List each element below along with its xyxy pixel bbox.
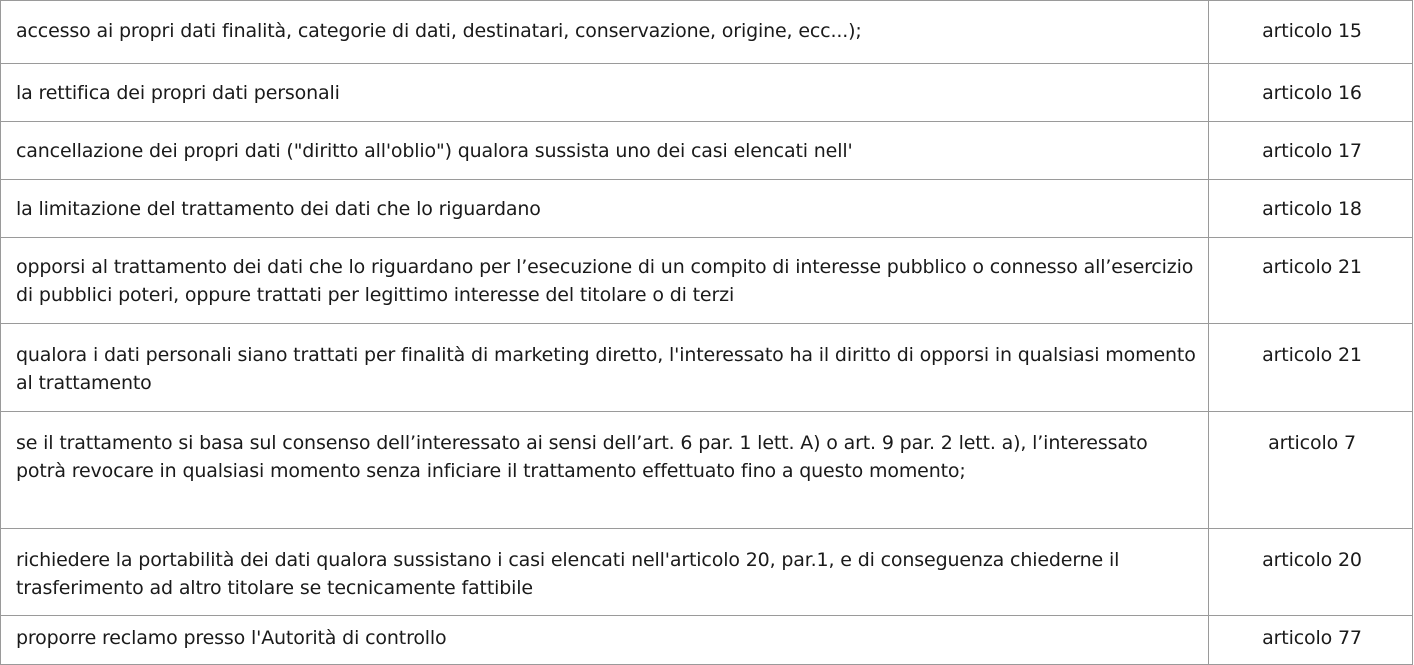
- right-description: qualora i dati personali siano trattati per finalità di marketing diretto, l'interessato ha il diritto di opporsi in qualsiasi momento al trattamento: [1, 324, 1209, 412]
- table-row: [1, 324, 1413, 412]
- right-description: opporsi al trattamento dei dati che lo riguardano per l’esecuzione di un compito di interesse pubblico o connesso all’esercizio di pubblici poteri, oppure trattati per legittimo interesse del titolare o di terzi: [1, 238, 1209, 324]
- article-reference: articolo 7: [1209, 412, 1413, 529]
- article-reference: articolo 15: [1209, 1, 1413, 64]
- article-reference: articolo 21: [1209, 324, 1413, 412]
- rights-table-body: [1, 1, 1413, 665]
- table-row: [1, 412, 1413, 529]
- article-reference: articolo 20: [1209, 529, 1413, 616]
- table-row: [1, 180, 1413, 238]
- right-description: la rettifica dei propri dati personali: [1, 64, 1209, 122]
- right-description: accesso ai propri dati finalità, categorie di dati, destinatari, conservazione, origine, ecc...);: [1, 1, 1209, 64]
- right-description: la limitazione del trattamento dei dati che lo riguardano: [1, 180, 1209, 238]
- article-reference: articolo 18: [1209, 180, 1413, 238]
- article-reference: articolo 77: [1209, 616, 1413, 665]
- article-reference: articolo 21: [1209, 238, 1413, 324]
- right-description: se il trattamento si basa sul consenso dell’interessato ai sensi dell’art. 6 par. 1 lett. A) o art. 9 par. 2 lett. a), l’interessato potrà revocare in qualsiasi momento senza inficiare il trattamento effettuato fino a questo momento;: [1, 412, 1209, 529]
- table-row: [1, 529, 1413, 616]
- table-row: [1, 64, 1413, 122]
- table-row: [1, 238, 1413, 324]
- table-row: [1, 1, 1413, 64]
- right-description: cancellazione dei propri dati ("diritto all'oblio") qualora sussista uno dei casi elencati nell': [1, 122, 1209, 180]
- right-description: proporre reclamo presso l'Autorità di controllo: [1, 616, 1209, 665]
- right-description: richiedere la portabilità dei dati qualora sussistano i casi elencati nell'articolo 20, par.1, e di conseguenza chiederne il trasferimento ad altro titolare se tecnicamente fattibile: [1, 529, 1209, 616]
- article-reference: articolo 17: [1209, 122, 1413, 180]
- table-row: [1, 616, 1413, 665]
- table-row: [1, 122, 1413, 180]
- article-reference: articolo 16: [1209, 64, 1413, 122]
